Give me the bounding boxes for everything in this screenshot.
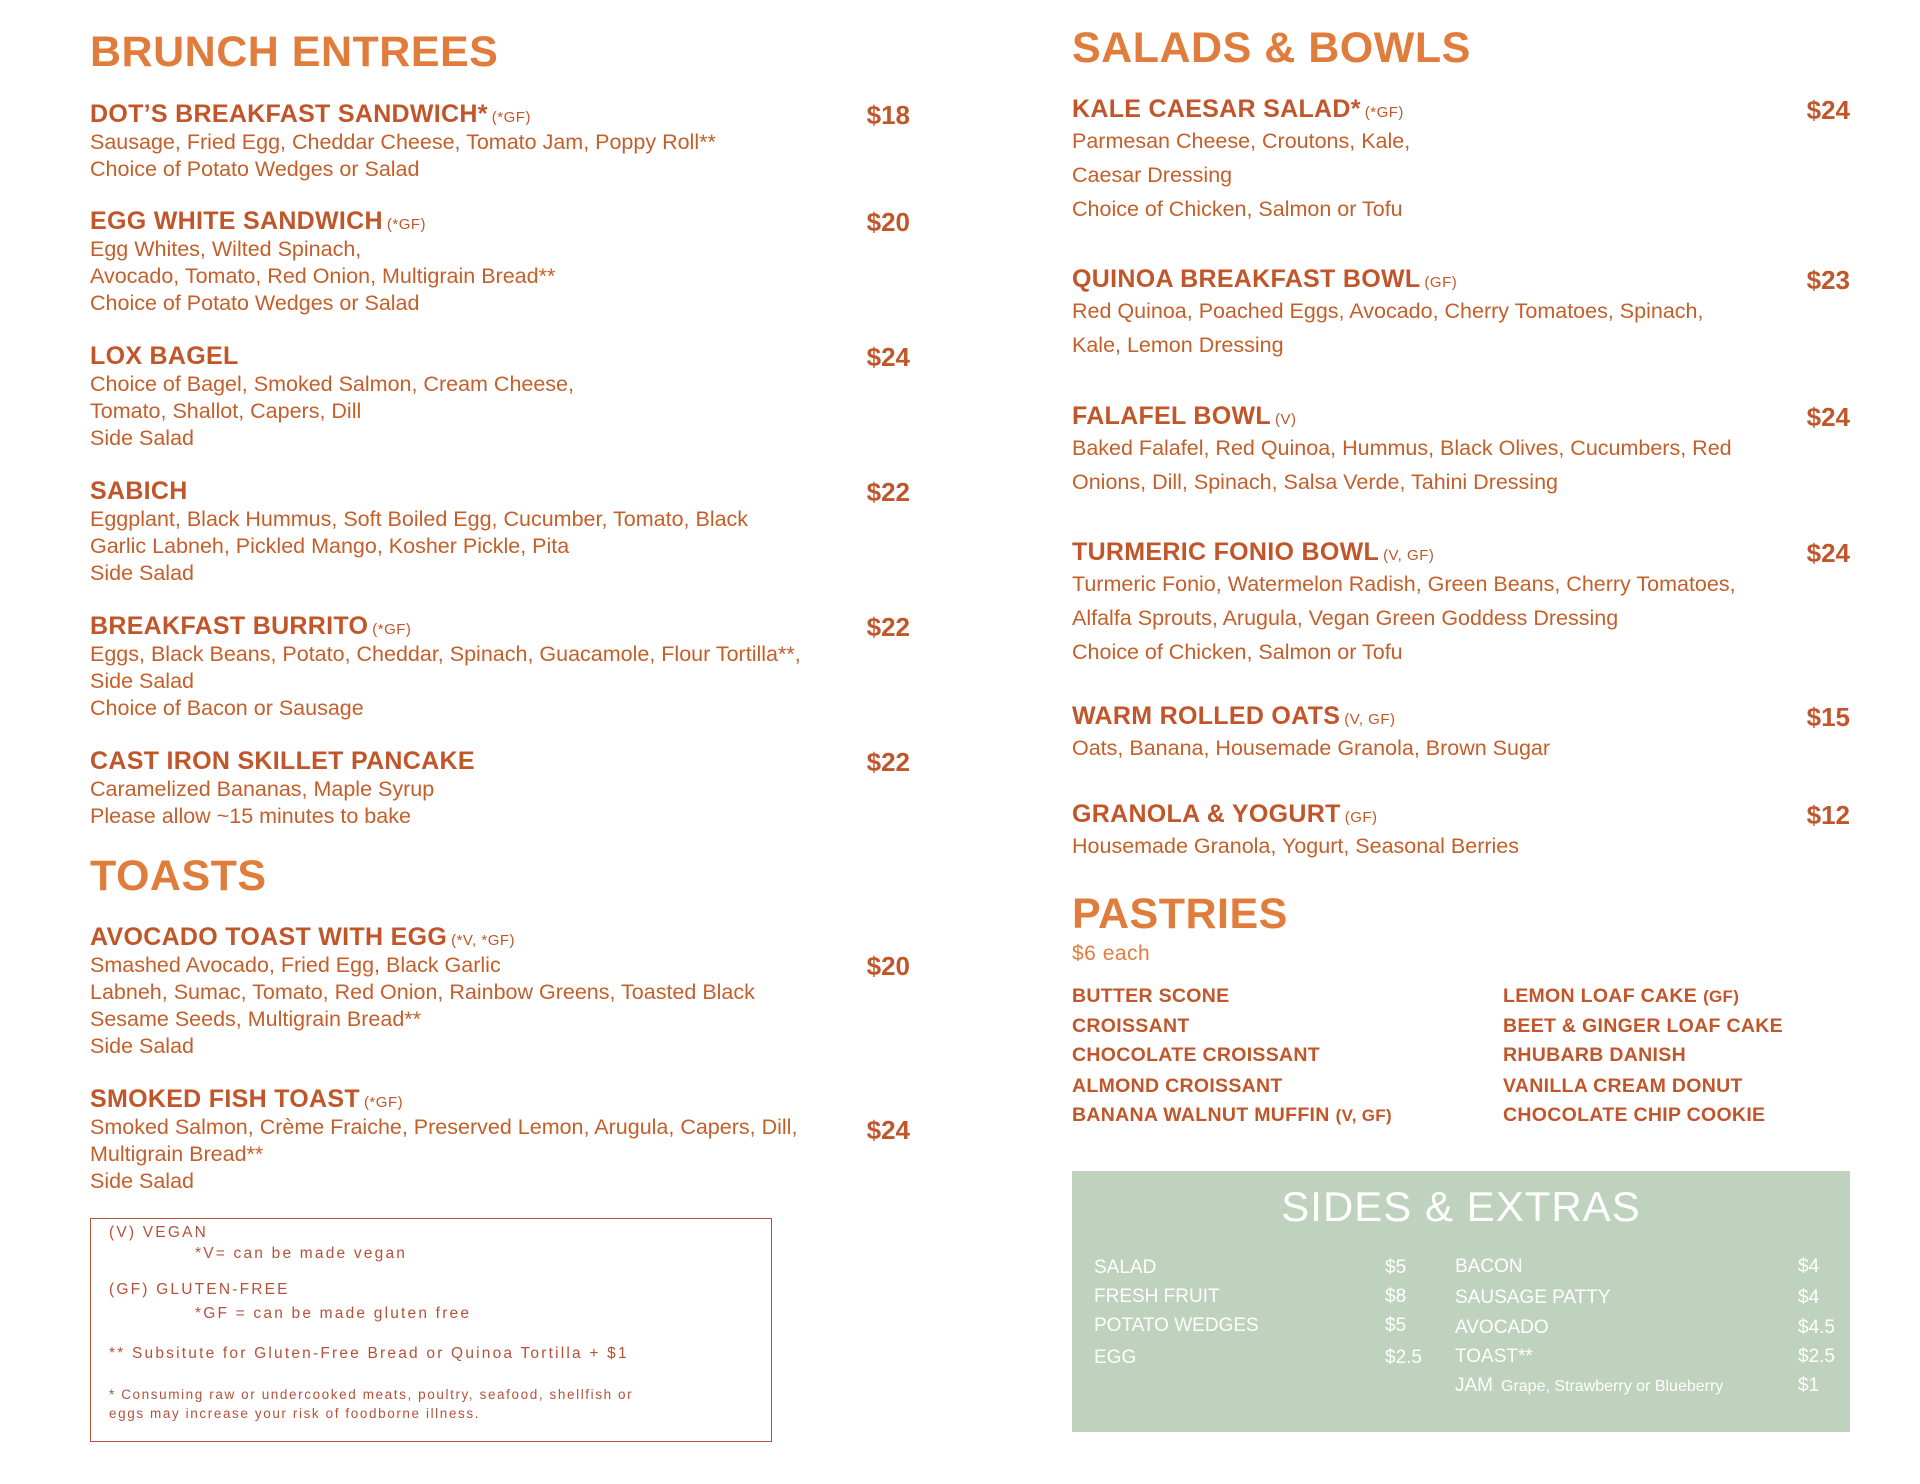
menu-item bbox=[90, 612, 910, 722]
side-name bbox=[1455, 1375, 1723, 1397]
item-description: Side Salad bbox=[90, 1169, 194, 1193]
pastry-item bbox=[1072, 985, 1229, 1008]
pastries-price: $6 each bbox=[1072, 942, 1151, 965]
pastry-item bbox=[1072, 1104, 1392, 1127]
item-name bbox=[1072, 402, 1850, 431]
pastry-item bbox=[1072, 1075, 1283, 1098]
item-description: Choice of Potato Wedges or Salad bbox=[90, 291, 420, 315]
item-price: $24 bbox=[866, 342, 910, 372]
item-name bbox=[90, 923, 910, 952]
item-price: $20 bbox=[866, 951, 910, 981]
side-price: $4.5 bbox=[1798, 1317, 1835, 1338]
side-price: $2.5 bbox=[1385, 1347, 1422, 1368]
item-description: Choice of Bacon or Sausage bbox=[90, 696, 364, 720]
item-price: $24 bbox=[1806, 402, 1850, 432]
item-description: Eggplant, Black Hummus, Soft Boiled Egg, Cucumber, Tomato, Black bbox=[90, 507, 749, 531]
menu-item bbox=[90, 477, 910, 587]
menu-item bbox=[1072, 702, 1850, 765]
side-name bbox=[1455, 1256, 1523, 1278]
item-price: $22 bbox=[866, 612, 910, 642]
dietary-legend bbox=[90, 1218, 772, 1442]
brunch-title: BRUNCH ENTREES bbox=[90, 28, 499, 76]
pastry-item bbox=[1503, 1075, 1743, 1098]
side-price: $5 bbox=[1385, 1315, 1407, 1336]
side-name: FRESH FRUIT bbox=[1094, 1286, 1220, 1307]
menu-item bbox=[90, 747, 910, 830]
item-description: Side Salad bbox=[90, 669, 194, 693]
item-price: $15 bbox=[1806, 702, 1850, 732]
pastry-item bbox=[1503, 1044, 1686, 1067]
item-price: $22 bbox=[866, 477, 910, 507]
pastry-name: ALMOND CROISSANT bbox=[1072, 1075, 1283, 1097]
item-description: Caramelized Bananas, Maple Syrup bbox=[90, 777, 435, 801]
item-name-text: WARM ROLLED OATS bbox=[1072, 702, 1341, 730]
item-name bbox=[90, 342, 910, 371]
pastries-title: PASTRIES bbox=[1072, 890, 1288, 938]
menu-item bbox=[1072, 800, 1850, 863]
side-name-text: AVOCADO bbox=[1455, 1317, 1549, 1338]
legend-gf-note: *GF = can be made gluten free bbox=[195, 1305, 472, 1322]
item-description: Parmesan Cheese, Croutons, Kale, bbox=[1072, 129, 1411, 153]
diet-tag: (V, GF) bbox=[1383, 547, 1435, 564]
diet-tag: (V, GF) bbox=[1344, 711, 1396, 728]
item-description: Sesame Seeds, Multigrain Bread** bbox=[90, 1007, 422, 1031]
item-description: Smashed Avocado, Fried Egg, Black Garlic bbox=[90, 953, 501, 977]
side-name: EGG bbox=[1094, 1347, 1137, 1368]
item-name bbox=[1072, 702, 1850, 731]
item-description: Onions, Dill, Spinach, Salsa Verde, Tahini Dressing bbox=[1072, 470, 1558, 494]
pastry-item bbox=[1072, 1015, 1190, 1038]
item-description: Baked Falafel, Red Quinoa, Hummus, Black Olives, Cucumbers, Red bbox=[1072, 436, 1732, 460]
menu-item bbox=[90, 342, 910, 452]
menu-item bbox=[1072, 265, 1850, 362]
pastry-name: BEET & GINGER LOAF CAKE bbox=[1503, 1015, 1783, 1037]
item-description: Kale, Lemon Dressing bbox=[1072, 333, 1284, 357]
side-name: SALAD bbox=[1094, 1257, 1157, 1278]
item-price: $12 bbox=[1806, 800, 1850, 830]
diet-tag: (*GF) bbox=[491, 109, 531, 126]
item-price: $24 bbox=[866, 1115, 910, 1145]
item-name bbox=[90, 1085, 910, 1114]
item-name bbox=[90, 207, 910, 236]
pastry-item bbox=[1503, 1104, 1765, 1127]
item-description: Alfalfa Sprouts, Arugula, Vegan Green Goddess Dressing bbox=[1072, 606, 1619, 630]
menu-item bbox=[1072, 402, 1850, 499]
item-description: Garlic Labneh, Pickled Mango, Kosher Pickle, Pita bbox=[90, 534, 570, 558]
side-name bbox=[1455, 1346, 1533, 1368]
item-description: Turmeric Fonio, Watermelon Radish, Green Beans, Cherry Tomatoes, bbox=[1072, 572, 1736, 596]
item-description: Choice of Bagel, Smoked Salmon, Cream Cheese, bbox=[90, 372, 574, 396]
legend-vegan-note: *V= can be made vegan bbox=[195, 1245, 408, 1262]
pastry-name: BUTTER SCONE bbox=[1072, 985, 1230, 1007]
sides-panel bbox=[1072, 1171, 1850, 1432]
diet-tag: (GF) bbox=[1344, 809, 1378, 826]
item-name bbox=[1072, 265, 1850, 294]
item-description: Oats, Banana, Housemade Granola, Brown Sugar bbox=[1072, 736, 1551, 760]
salads-title: SALADS & BOWLS bbox=[1072, 24, 1471, 72]
diet-tag: (GF) bbox=[1424, 274, 1458, 291]
side-price: $4 bbox=[1798, 1287, 1820, 1308]
menu-item bbox=[90, 207, 910, 317]
item-description: Housemade Granola, Yogurt, Seasonal Berries bbox=[1072, 834, 1519, 858]
pastry-name: CROISSANT bbox=[1072, 1015, 1190, 1037]
item-name-text: CAST IRON SKILLET PANCAKE bbox=[90, 747, 475, 775]
item-description: Red Quinoa, Poached Eggs, Avocado, Cherry Tomatoes, Spinach, bbox=[1072, 299, 1704, 323]
item-name-text: DOT’S BREAKFAST SANDWICH* bbox=[90, 100, 488, 128]
item-name-text: AVOCADO TOAST WITH EGG bbox=[90, 923, 448, 951]
item-description: Tomato, Shallot, Capers, Dill bbox=[90, 399, 362, 423]
item-name bbox=[90, 100, 910, 129]
item-description: Egg Whites, Wilted Spinach, bbox=[90, 237, 362, 261]
item-description: Eggs, Black Beans, Potato, Cheddar, Spinach, Guacamole, Flour Tortilla**, bbox=[90, 642, 801, 666]
item-description: Side Salad bbox=[90, 426, 194, 450]
legend-substitute: ** Subsitute for Gluten-Free Bread or Quinoa Tortilla + $1 bbox=[109, 1345, 629, 1362]
side-price: $1 bbox=[1798, 1375, 1820, 1396]
item-description: Please allow ~15 minutes to bake bbox=[90, 804, 411, 828]
diet-tag: (GF) bbox=[1703, 987, 1740, 1006]
item-description: Choice of Chicken, Salmon or Tofu bbox=[1072, 197, 1403, 221]
side-name-text: JAM bbox=[1455, 1375, 1493, 1396]
item-price: $18 bbox=[866, 100, 910, 130]
sides-title: SIDES & EXTRAS bbox=[1281, 1183, 1641, 1230]
item-name bbox=[1072, 538, 1850, 567]
menu-item bbox=[1072, 538, 1850, 669]
side-name-text: TOAST** bbox=[1455, 1346, 1533, 1367]
diet-tag: (V, GF) bbox=[1335, 1106, 1392, 1125]
pastry-name: CHOCOLATE CROISSANT bbox=[1072, 1044, 1321, 1066]
item-name-text: SMOKED FISH TOAST bbox=[90, 1085, 360, 1113]
item-description: Choice of Chicken, Salmon or Tofu bbox=[1072, 640, 1403, 664]
item-description: Multigrain Bread** bbox=[90, 1142, 264, 1166]
side-name bbox=[1455, 1287, 1611, 1309]
side-name-text: BACON bbox=[1455, 1256, 1523, 1277]
item-name bbox=[1072, 95, 1850, 124]
item-name-text: KALE CAESAR SALAD* bbox=[1072, 95, 1361, 123]
item-price: $24 bbox=[1806, 95, 1850, 125]
side-price: $4 bbox=[1798, 1256, 1820, 1277]
menu-item bbox=[1072, 95, 1850, 226]
diet-tag: (*GF) bbox=[1364, 104, 1404, 121]
item-price: $22 bbox=[866, 747, 910, 777]
menu-item bbox=[90, 1085, 910, 1195]
item-name-text: SABICH bbox=[90, 477, 188, 505]
menu-item bbox=[90, 923, 910, 1060]
diet-tag: (*GF) bbox=[386, 216, 427, 233]
pastry-name: BANANA WALNUT MUFFIN bbox=[1072, 1104, 1330, 1126]
item-name bbox=[90, 477, 910, 506]
item-name-text: EGG WHITE SANDWICH bbox=[90, 207, 383, 235]
side-name bbox=[1455, 1317, 1549, 1339]
item-description: Side Salad bbox=[90, 561, 194, 585]
item-description: Side Salad bbox=[90, 1034, 194, 1058]
item-name bbox=[1072, 800, 1850, 829]
legend-vegan: (V) VEGAN bbox=[109, 1224, 209, 1241]
side-name: POTATO WEDGES bbox=[1094, 1315, 1259, 1336]
pastry-item bbox=[1072, 1044, 1320, 1067]
pastry-item bbox=[1503, 1015, 1783, 1038]
diet-tag: (*GF) bbox=[363, 1094, 404, 1111]
item-name bbox=[90, 612, 910, 641]
legend-warning-1: * Consuming raw or undercooked meats, poultry, seafood, shellfish or bbox=[109, 1387, 634, 1402]
item-price: $23 bbox=[1806, 265, 1850, 295]
pastry-name: RHUBARB DANISH bbox=[1503, 1044, 1686, 1066]
item-name-text: QUINOA BREAKFAST BOWL bbox=[1072, 265, 1421, 293]
side-price: $8 bbox=[1385, 1286, 1407, 1307]
pastry-item bbox=[1503, 985, 1739, 1008]
side-name-text: SAUSAGE PATTY bbox=[1455, 1287, 1611, 1308]
side-price: $2.5 bbox=[1798, 1346, 1835, 1367]
item-description: Labneh, Sumac, Tomato, Red Onion, Rainbow Greens, Toasted Black bbox=[90, 980, 755, 1004]
item-name-text: FALAFEL BOWL bbox=[1072, 402, 1271, 430]
item-description: Choice of Potato Wedges or Salad bbox=[90, 157, 420, 181]
item-name bbox=[90, 747, 910, 776]
diet-tag: (V) bbox=[1274, 411, 1297, 428]
item-description: Avocado, Tomato, Red Onion, Multigrain Bread** bbox=[90, 264, 556, 288]
diet-tag: (*GF) bbox=[372, 621, 412, 638]
item-price: $24 bbox=[1806, 538, 1850, 568]
item-description: Sausage, Fried Egg, Cheddar Cheese, Tomato Jam, Poppy Roll** bbox=[90, 130, 716, 154]
side-price: $5 bbox=[1385, 1257, 1407, 1278]
item-name-text: TURMERIC FONIO BOWL bbox=[1072, 538, 1380, 566]
pastry-name: LEMON LOAF CAKE bbox=[1503, 985, 1698, 1007]
item-name-text: BREAKFAST BURRITO bbox=[90, 612, 369, 640]
item-description: Smoked Salmon, Crème Fraiche, Preserved Lemon, Arugula, Capers, Dill, bbox=[90, 1115, 798, 1139]
item-price: $20 bbox=[866, 207, 910, 237]
item-name-text: GRANOLA & YOGURT bbox=[1072, 800, 1341, 828]
menu-item bbox=[90, 100, 910, 183]
legend-warning-2: eggs may increase your risk of foodborne illness. bbox=[109, 1406, 481, 1421]
pastry-name: CHOCOLATE CHIP COOKIE bbox=[1503, 1104, 1766, 1126]
toasts-title: TOASTS bbox=[90, 852, 267, 900]
legend-gf: (GF) GLUTEN-FREE bbox=[109, 1281, 290, 1298]
item-name-text: LOX BAGEL bbox=[90, 342, 239, 370]
diet-tag: (*V, *GF) bbox=[451, 932, 516, 949]
item-description: Caesar Dressing bbox=[1072, 163, 1233, 187]
pastry-name: VANILLA CREAM DONUT bbox=[1503, 1075, 1743, 1097]
side-note: Grape, Strawberry or Blueberry bbox=[1501, 1378, 1724, 1395]
